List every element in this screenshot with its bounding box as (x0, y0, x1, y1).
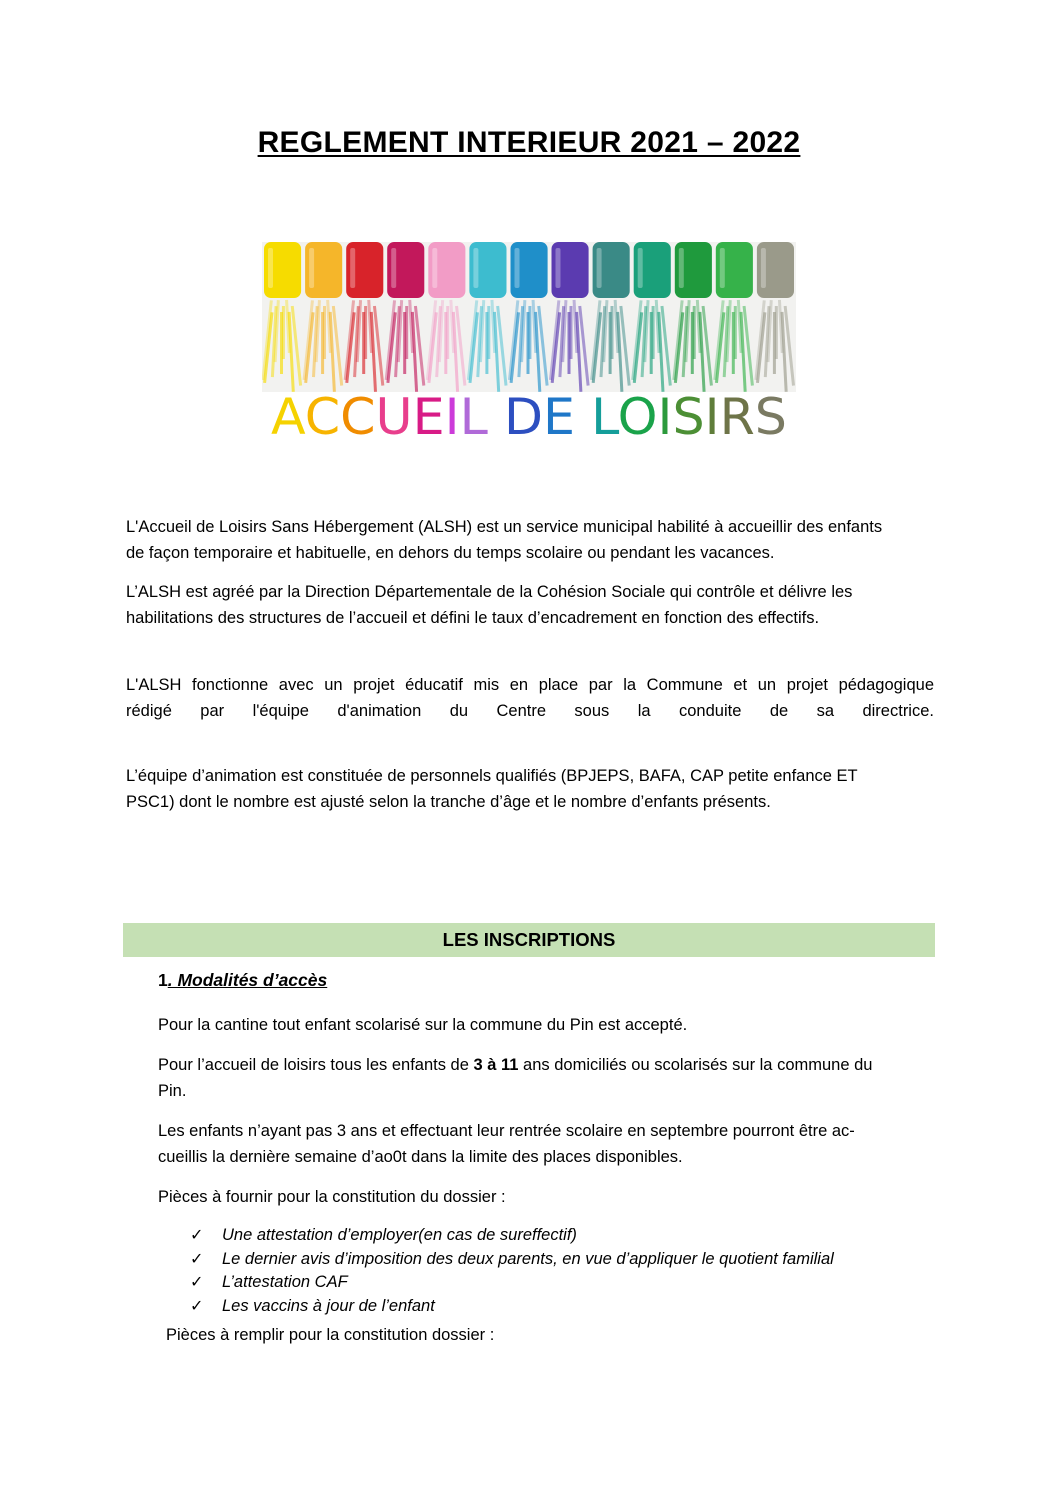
banner-letter: I (704, 388, 720, 442)
banner-letter: L (459, 388, 488, 442)
banner-letter: O (617, 388, 657, 442)
accueil-de-loisirs-banner (262, 242, 796, 442)
paragraph-cantine: Pour la cantine tout enfant scolarisé sur la commune du Pin est accepté. (158, 1016, 688, 1034)
list-item: ✓ Le dernier avis d’imposition des deux parents, en vue d’appliquer le quotient familial (190, 1248, 834, 1272)
banner-letter: S (754, 388, 787, 442)
crayon-highlight (268, 248, 273, 288)
crayon-highlight (391, 248, 396, 288)
list-item: ✓ Une attestation d’employer(en cas de sureffectif) (190, 1224, 834, 1248)
subhead-modalites-acces: 1. Modalités d’accès (158, 970, 328, 990)
crayon-highlight (679, 248, 684, 288)
crayon-highlight (761, 248, 766, 288)
banner-letter: S (672, 388, 705, 442)
banner-letter: U (375, 388, 413, 442)
crayon-highlight (473, 248, 478, 288)
chalk-stroke (570, 306, 573, 359)
banner-letter: E (412, 388, 445, 442)
crayon-highlight (597, 248, 602, 288)
pastel-crayons-image (262, 242, 796, 442)
pieces-checklist (190, 1224, 834, 1318)
list-item: ✓ Les vaccins à jour de l’enfant (190, 1295, 834, 1319)
chalk-stroke (693, 306, 696, 359)
chalk-stroke (323, 306, 326, 359)
banner-letter: C (304, 388, 340, 442)
chalk-stroke (282, 306, 285, 359)
crayon-highlight (638, 248, 643, 288)
chalk-stroke (446, 306, 449, 359)
chalk-stroke (734, 306, 737, 359)
checkmark-icon: ✓ (190, 1274, 204, 1291)
paragraph-intro: L'Accueil de Loisirs Sans Hébergement (ALSH) est un service municipal habilité à accueillir des enfants de façon temporaire et habituelle, en dehors du temps scolaire ou pendant les vacances. (126, 518, 883, 562)
crayon-highlight (556, 248, 561, 288)
banner-letter: L (591, 388, 618, 442)
chalk-stroke (487, 306, 490, 359)
document-title: REGLEMENT INTERIEUR 2021 – 2022 (257, 126, 801, 159)
paragraph-agrement: L’ALSH est agréé par la Direction Départementale de la Cohésion Sociale qui contrôle et délivre les habilitations des structures de l’accueil et défini le taux d’encadrement en fonction des effectifs. (126, 583, 853, 627)
banner-title (271, 388, 787, 442)
paragraph-accueil-ages: Pour l’accueil de loisirs tous les enfants de 3 à 11 ans domiciliés ou scolarisés sur la commune du Pin. (158, 1056, 873, 1100)
paragraph-pieces-a-fournir: Pièces à fournir pour la constitution du dossier : (158, 1188, 506, 1206)
banner-letter: R (719, 388, 755, 442)
chalk-stroke (775, 306, 778, 359)
banner-letter: I (444, 388, 460, 442)
paragraph-projet: L'ALSH fonctionne avec un projet éducatif mis en place par la Commune et un projet pédagogique rédigé par l'équipe d'animation du Centre sous la conduite de sa directrice. (126, 676, 934, 720)
paragraph-moins-3-ans: Les enfants n’ayant pas 3 ans et effectuant leur rentrée scolaire en septembre pourront être ac- cueillis la dernière semaine d’ao0t dans la limite des places disponibles. (158, 1122, 855, 1166)
checkmark-icon: ✓ (190, 1297, 204, 1315)
banner-letter: D (504, 388, 543, 442)
crayon-highlight (515, 248, 520, 288)
chalk-stroke (405, 306, 408, 359)
crayon-highlight (720, 248, 725, 288)
banner-letter: A (271, 388, 305, 442)
crayon-highlight (350, 248, 355, 288)
banner-letter (575, 388, 591, 442)
chalk-stroke (364, 306, 367, 359)
banner-letter: I (657, 388, 673, 442)
chalk-stroke (611, 306, 614, 359)
chalk-stroke (528, 306, 531, 359)
section-header-inscriptions: LES INSCRIPTIONS (123, 923, 935, 957)
checkmark-icon: ✓ (190, 1250, 204, 1268)
paragraph-equipe: L’équipe d’animation est constituée de personnels qualifiés (BPJEPS, BAFA, CAP petite enfance ET PSC1) dont le nombre est ajusté selon la tranche d’âge et le nombre d’enfants présents. (126, 767, 858, 811)
chalk-stroke (652, 306, 655, 359)
list-item: ✓ L’attestation CAF (190, 1271, 834, 1295)
banner-letter: E (543, 388, 575, 442)
crayon-highlight (309, 248, 314, 288)
banner-letter (488, 388, 504, 442)
banner-letter: C (340, 388, 376, 442)
crayon-highlight (432, 248, 437, 288)
paragraph-pieces-a-remplir: Pièces à remplir pour la constitution dossier : (166, 1326, 495, 1344)
checkmark-icon: ✓ (190, 1227, 204, 1244)
